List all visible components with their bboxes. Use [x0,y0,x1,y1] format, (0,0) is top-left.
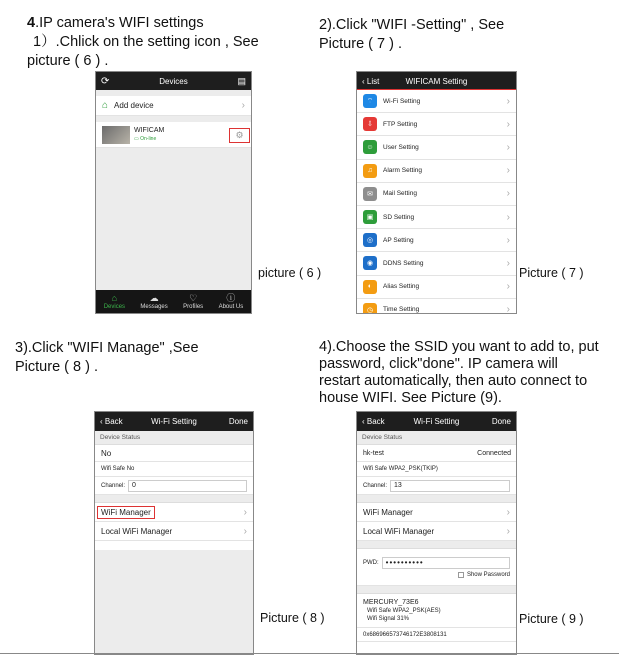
local-wifi-manager-row[interactable] [95,522,253,541]
settings-item-label: Mail Setting [383,190,417,198]
channel-label: Channel: [101,482,126,489]
chevron-right-icon: › [506,234,510,246]
wifi-setting-topbar [357,412,516,431]
step-line: password, click"done". IP camera will [319,356,558,372]
wifi-setting-topbar [95,412,253,431]
chevron-right-icon: › [506,525,510,537]
phone-screenshot-wificam-setting [356,71,517,314]
mail-icon: ✉ [363,187,377,201]
channel-field[interactable]: 0 [128,480,247,492]
cloud-icon: ☁ [149,293,159,303]
tab-label: Profiles [183,304,204,310]
chevron-right-icon: › [243,506,247,518]
chevron-right-icon: › [506,304,510,314]
local-wifi-manager-label: Local WiFi Manager [101,526,173,536]
chevron-right-icon: › [506,95,510,107]
step-line: Picture ( 7 ) . [319,36,402,52]
caption-picture-8: Picture ( 8 ) [260,611,325,625]
chevron-right-icon: › [506,165,510,177]
settings-item-label: DDNS Setting [383,259,424,267]
ssid-value: No [101,448,112,458]
device-status-header: Device Status [95,431,253,445]
wifi-setting-title: Wi-Fi Setting [151,417,197,426]
ssid-row [357,445,516,462]
settings-item-sd-card[interactable] [357,206,516,229]
settings-item-label: SD Setting [383,213,415,221]
home-add-icon: ⌂ [102,100,109,111]
settings-item-alias[interactable] [357,276,516,299]
ssid-value: hk-test [363,449,385,457]
back-label: List [366,76,380,86]
step-3-instruction [15,339,199,377]
done-button[interactable]: Done [491,417,511,426]
wifi-manager-row[interactable] [357,503,516,522]
step-line: 1）.Chlick on the setting icon , See [33,34,259,50]
pwd-label: PWD: [363,559,379,566]
wifi-manager-label: WiFi Manager [98,507,154,518]
step-line: 3).Click "WIFI Manage" ,See [15,340,199,356]
phone-screenshot-wifi-setting-configured [356,411,517,655]
ftp-icon: ⇩ [363,117,377,131]
chevron-right-icon: › [506,188,510,200]
sd-card-icon: ▣ [363,210,377,224]
wifi-safe-label: Wifi Safe [363,466,388,472]
step-4-instruction [319,339,599,407]
network-list-item[interactable] [357,594,516,628]
time-icon: ◷ [363,303,377,314]
chevron-right-icon: › [506,281,510,293]
wifi-safe-row [357,462,516,477]
local-wifi-manager-row[interactable] [357,522,516,541]
step-line: restart automatically, then auto connect to [319,373,588,389]
chevron-right-icon: › [506,257,510,269]
chevron-right-icon: › [506,211,510,223]
caption-picture-7: Picture ( 7 ) [519,266,584,280]
connection-status: Connected [477,449,511,457]
back-label: Back [104,417,123,426]
info-icon: ⓘ [226,293,236,303]
password-section [357,549,516,586]
chevron-right-icon: › [506,141,510,153]
refresh-icon[interactable]: ⟳ [101,75,110,87]
wifi-safe-value: No [126,466,135,472]
alarm-icon: ♫ [363,164,377,178]
step-2-instruction [319,16,504,54]
channel-row [95,477,253,495]
device-status-header: Device Status [357,431,516,445]
phone-screenshot-devices [95,71,252,314]
channel-field[interactable]: 13 [390,480,510,492]
wifi-icon: ⌔ [363,94,377,108]
chevron-right-icon: › [243,525,247,537]
settings-item-ap[interactable] [357,229,516,252]
network-security: Wifi Safe WPA2_PSK(AES) [367,608,441,614]
wifi-manager-label: WiFi Manager [363,507,413,517]
heart-icon: ♡ [189,293,198,303]
show-password-label: Show Password [466,571,510,578]
settings-item-label: FTP Setting [383,120,418,128]
camera-thumbnail [102,126,130,144]
network-mac-row[interactable] [357,628,516,642]
caption-picture-6: picture ( 6 ) [258,266,322,280]
settings-item-ftp[interactable] [357,113,516,136]
chevron-right-icon: › [241,100,245,111]
tab-about-us[interactable] [219,293,244,310]
settings-list [357,90,516,314]
channel-label: Channel: [363,482,388,489]
settings-item-user[interactable] [357,136,516,159]
devices-title: Devices [159,76,188,86]
settings-item-wifi[interactable] [357,90,516,113]
settings-item-label: User Setting [383,143,419,151]
back-label: Back [366,417,385,426]
settings-item-alarm[interactable] [357,160,516,183]
network-signal: Wifi Signal 31% [367,616,410,622]
user-icon: ☺ [363,140,377,154]
wifi-safe-label: Wifi Safe [101,466,126,472]
wifi-safe-value: WPA2_PSK(TKIP) [388,466,438,472]
step-4-1-instruction [27,14,259,71]
bottom-tab-bar [96,290,251,313]
camera-status: On-line [140,136,157,142]
show-password-toggle[interactable] [458,572,510,578]
list-icon[interactable]: ▤ [237,75,246,86]
alias-icon: ◐ [363,280,377,294]
back-list-button[interactable]: ‹ List [362,76,380,86]
settings-item-label: AP Setting [383,236,414,244]
settings-gear-icon[interactable]: ⚙ [230,129,249,142]
wifi-safe-row [95,462,253,477]
online-icon: ▭ [134,136,141,142]
chevron-right-icon: › [506,506,510,518]
phone-screenshot-wifi-setting [94,411,254,655]
ap-icon: ◎ [363,233,377,247]
settings-item-label: Alarm Setting [383,167,423,175]
ssid-row [95,445,253,462]
step-line: house WIFI. See Picture (9). [319,390,502,406]
step-line: 2).Click "WIFI -Setting" , See [319,17,505,33]
tab-label: About Us [218,304,244,310]
back-button[interactable]: ‹ Back [100,417,123,426]
checkbox[interactable] [458,572,464,578]
settings-item-mail[interactable] [357,183,516,206]
home-icon: ⌂ [111,293,118,303]
devices-topbar [96,72,251,90]
settings-item-label: Wi-Fi Setting [383,97,421,105]
back-button[interactable]: ‹ Back [362,417,385,426]
step-line: 4).Choose the SSID you want to add to, put [319,339,599,355]
tab-label: Devices [103,304,126,310]
wifi-manager-row[interactable] [95,503,253,522]
settings-item-time[interactable] [357,299,516,314]
settings-item-label: Alias Setting [383,283,420,291]
local-wifi-manager-label: Local WiFi Manager [363,526,435,536]
tab-messages[interactable] [140,293,167,310]
tab-devices[interactable] [104,293,125,310]
tab-profiles[interactable] [183,293,203,310]
ddns-icon: ◉ [363,256,377,270]
caption-picture-9: Picture ( 9 ) [519,612,584,626]
settings-item-label: Time Setting [383,306,420,314]
network-mac: 0x686966573746172E3808131 [363,631,447,638]
step-number: 4 [27,15,36,31]
wificam-setting-title: WIFICAM Setting [405,76,468,86]
network-name: MERCURY_73E6 [363,599,419,606]
done-button[interactable]: Done [228,417,248,426]
wificam-topbar [357,72,516,90]
chevron-right-icon: › [506,118,510,130]
step-line: picture ( 6 ) . [27,53,109,69]
channel-row [357,477,516,495]
page-divider [0,653,619,654]
step-line: Picture ( 8 ) . [15,359,98,375]
tab-label: Messages [140,304,168,310]
camera-row[interactable] [96,122,251,148]
add-device-row[interactable] [96,96,251,116]
add-device-label: Add device [114,101,154,110]
password-input[interactable]: •••••••••• [382,557,510,569]
settings-item-ddns[interactable] [357,252,516,275]
camera-name: WIFICAM [134,127,165,134]
step-title: .IP camera's WIFI settings [35,15,204,31]
wifi-setting-title: Wi-Fi Setting [413,417,460,426]
